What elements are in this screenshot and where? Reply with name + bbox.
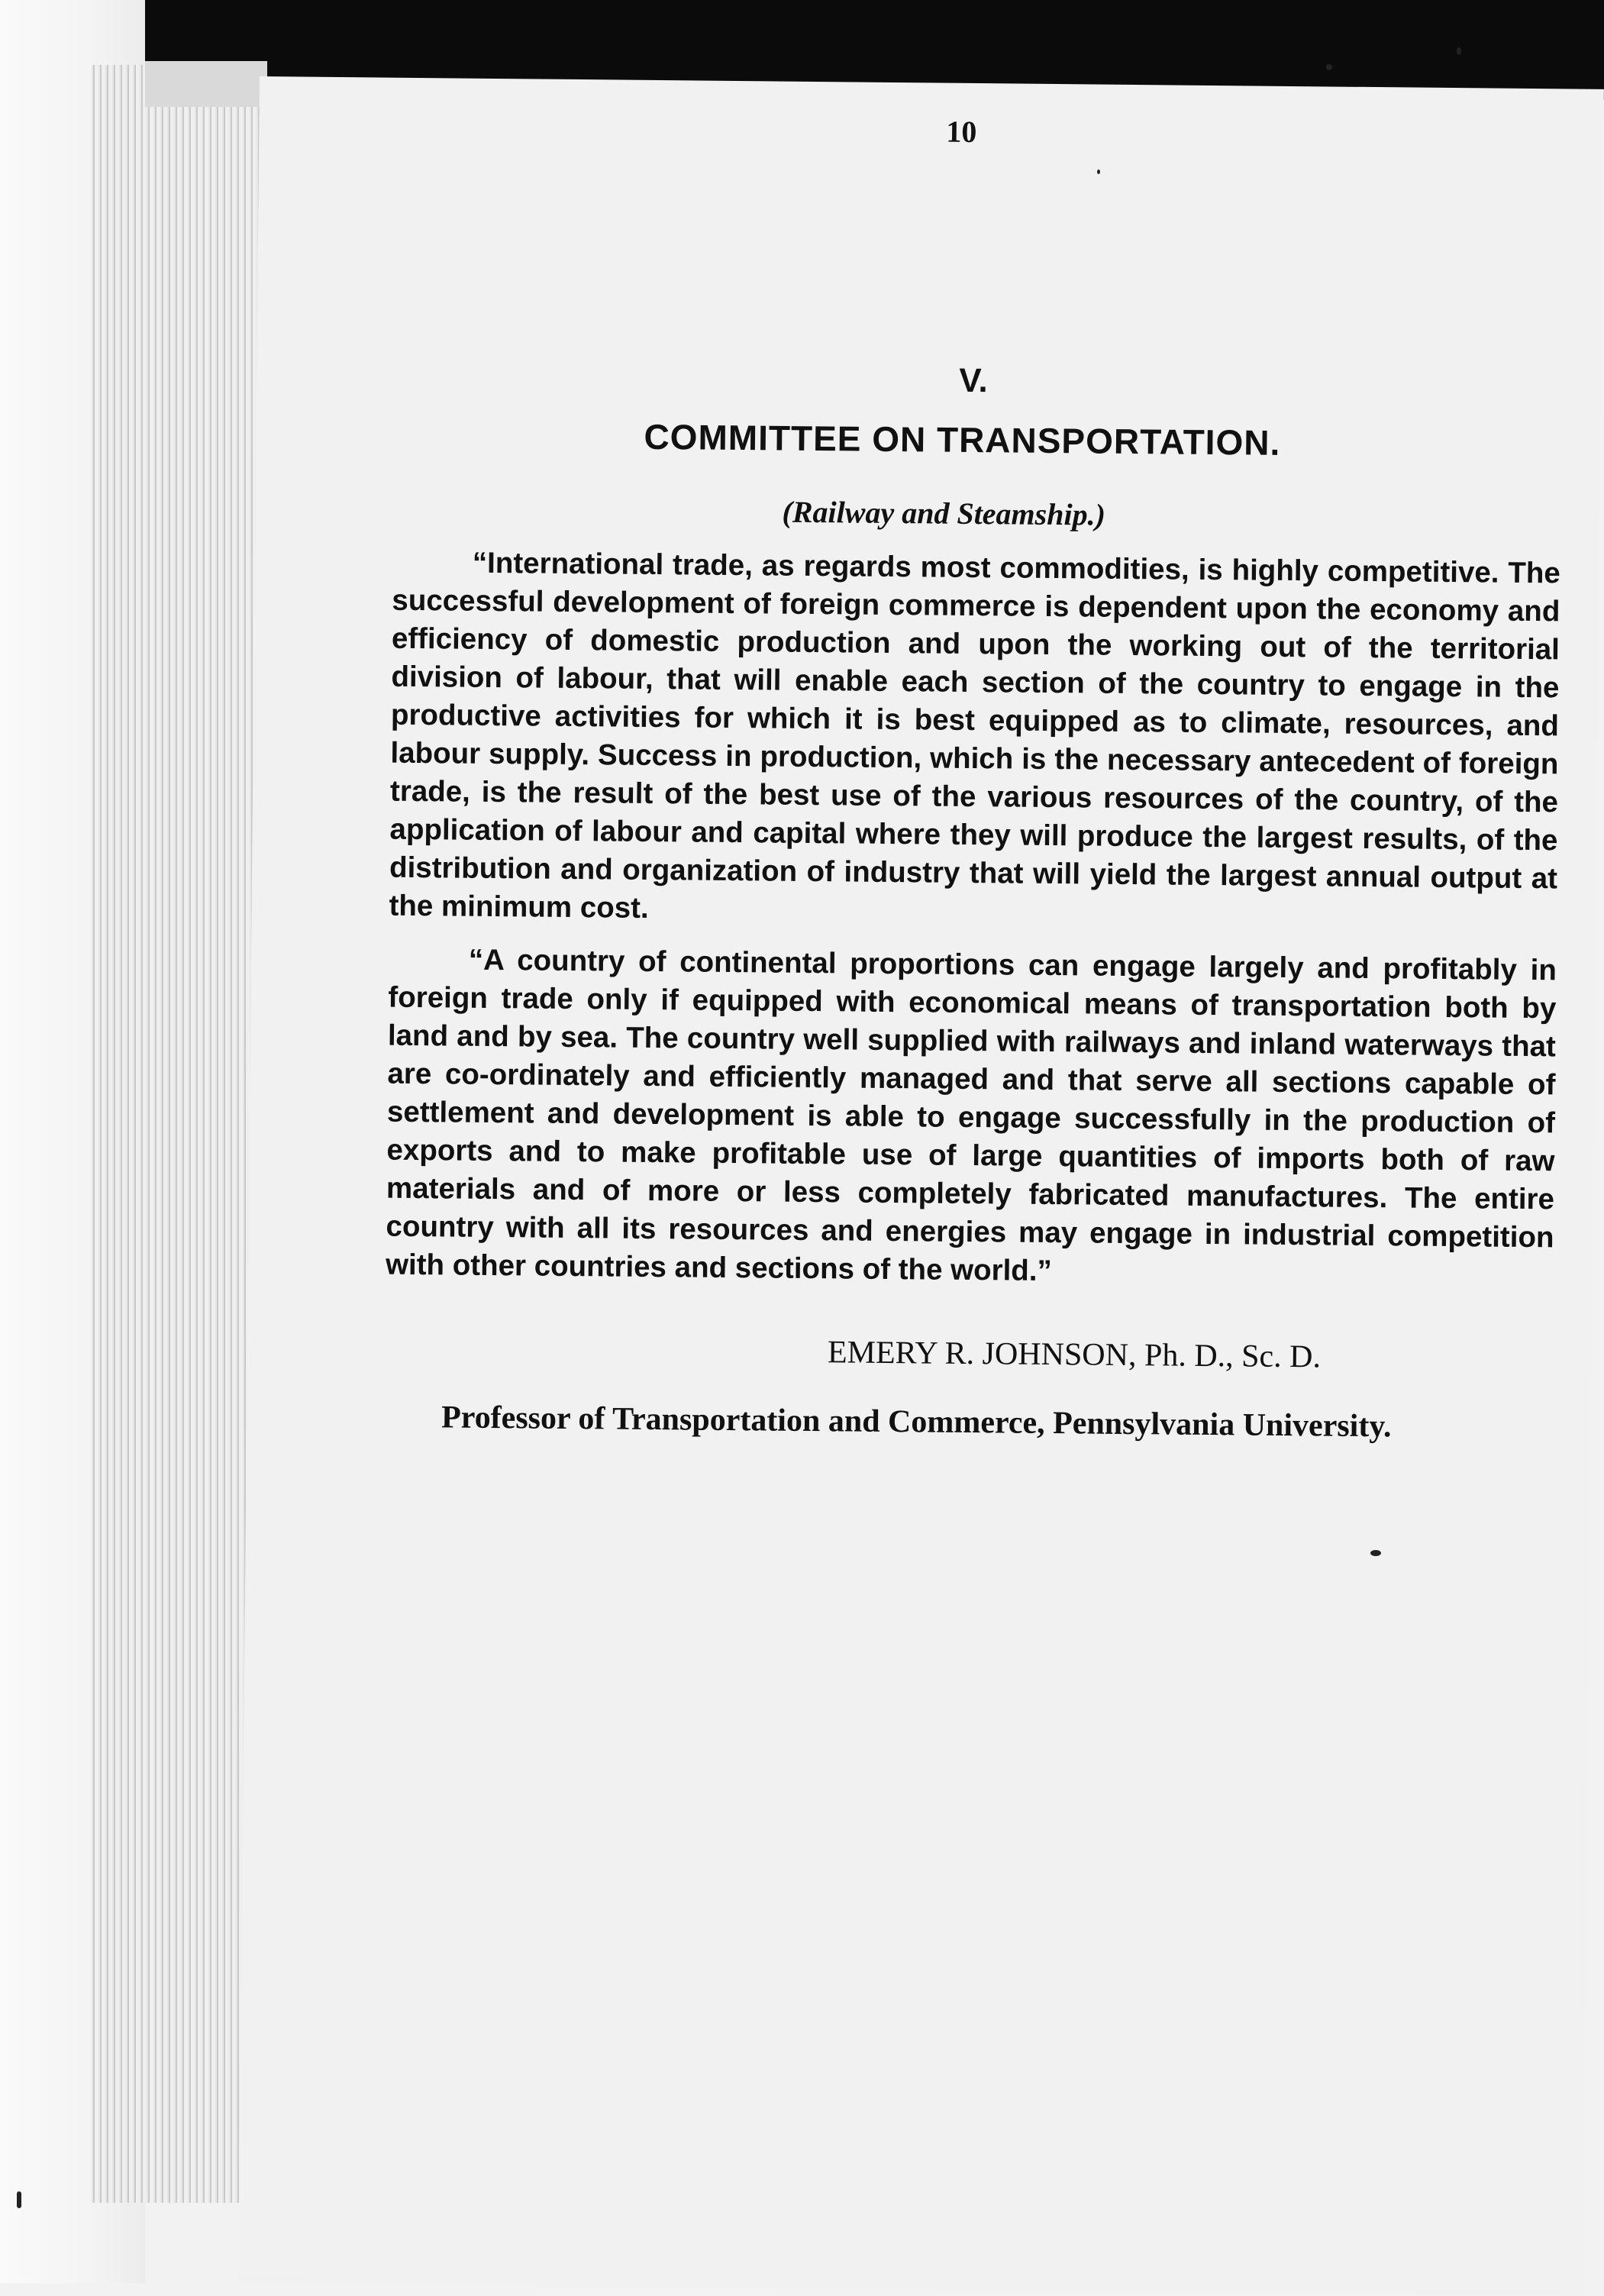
- scan-speck: [1097, 170, 1100, 174]
- page-stack-corner: [145, 61, 267, 107]
- quote-paragraph-2: “A country of continental proportions can engage largely and profitably in foreign trade only if equipped with economical means of transportation both by land and by sea. The country well supplied with railways and inland waterways that are co-ordinately and efficiently managed and that serve all sections capable of settlement and development is able to engage successfully in the production of exports and to make profitable use of large quantities of imports both of raw materials and of more or less completely fabricated manufactures. The entire country with all its resources and energies may engage in industrial competition with other countries and sections of the world.”: [385, 943, 1557, 1288]
- page-number: 10: [946, 114, 977, 150]
- author-name: EMERY R. JOHNSON, Ph. D., Sc. D.: [827, 1335, 1322, 1375]
- scan-speck: [1326, 64, 1332, 70]
- section-title: COMMITTEE ON TRANSPORTATION.: [644, 416, 1281, 463]
- scan-speck: [17, 2191, 21, 2208]
- scan-speck: [1457, 47, 1461, 55]
- author-title: Professor of Transportation and Commerce, Pennsylvania University.: [441, 1400, 1392, 1445]
- scan-speck: [1370, 1550, 1381, 1556]
- quote-paragraph-1: “International trade, as regards most commodities, is highly competitive. The successful development of foreign commerce is dependent upon the economy and efficiency of domestic production and upon the working out of the territorial division of labour, that will enable each section of the country to engage in the productive activities for which it is best equipped as to climate, resources, and labour supply. Success in production, which is the necessary antecedent of foreign trade, is the result of the best use of the various resources of the country, of the application of labour and capital where they will produce the largest results, of the distribution and organization of industry that will yield the largest annual output at the minimum cost.: [389, 546, 1561, 925]
- page-stack-edges: [92, 65, 267, 2203]
- section-numeral: V.: [958, 361, 988, 400]
- section-subtitle: (Railway and Steamship.): [782, 494, 1106, 532]
- document-page: [238, 76, 1604, 2296]
